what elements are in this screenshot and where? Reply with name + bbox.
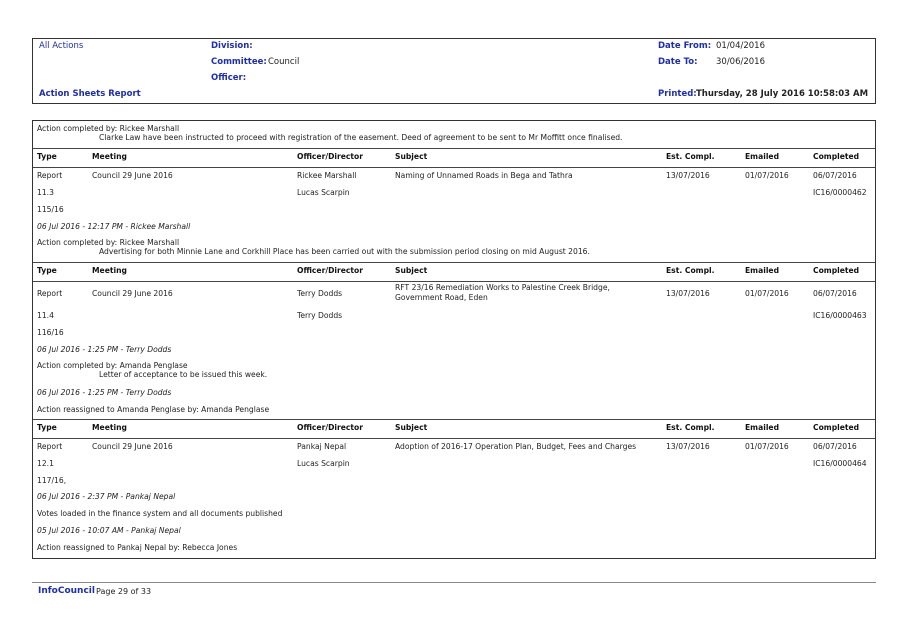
date-from-label: Date From: xyxy=(658,41,712,51)
note-timestamp: 06 Jul 2016 - 2:37 PM - Pankaj Nepal xyxy=(37,492,176,501)
item-reference: IC16/0000463 xyxy=(813,311,867,320)
committee-value: Council xyxy=(268,57,300,67)
printed-value: Thursday, 28 July 2016 10:58:03 AM xyxy=(696,89,869,99)
col-completed: Completed xyxy=(813,152,860,161)
item-meeting: Council 29 June 2016 xyxy=(92,171,173,180)
item-est-compl: 13/07/2016 xyxy=(666,171,710,180)
date-to-value: 30/06/2016 xyxy=(716,57,765,67)
printed-label: Printed: xyxy=(658,89,697,99)
note-timestamp: 06 Jul 2016 - 12:17 PM - Rickee Marshall xyxy=(37,222,191,231)
item-officer: Terry Dodds xyxy=(297,289,343,298)
item-officer: Rickee Marshall xyxy=(297,171,357,180)
col-emailed: Emailed xyxy=(745,423,780,432)
item-resolution: 117/16, xyxy=(37,476,67,485)
item-number: 12.1 xyxy=(37,459,54,468)
col-officer: Officer/Director xyxy=(297,266,363,275)
col-meeting: Meeting xyxy=(92,152,127,161)
item-subject: Naming of Unnamed Roads in Bega and Tathra xyxy=(395,171,573,180)
action-sheet-table xyxy=(32,120,876,559)
note-text: Action completed by: Amanda Penglase xyxy=(37,361,188,370)
col-meeting: Meeting xyxy=(92,423,127,432)
note-text: Action completed by: Rickee Marshall xyxy=(37,238,180,247)
col-type: Type xyxy=(37,266,57,275)
note-timestamp: 06 Jul 2016 - 1:25 PM - Terry Dodds xyxy=(37,388,172,397)
item-officer-secondary: Lucas Scarpin xyxy=(297,459,350,468)
committee-label: Committee: xyxy=(211,57,267,67)
division-label: Division: xyxy=(211,41,253,51)
col-subject: Subject xyxy=(395,423,428,432)
column-header-row xyxy=(33,148,875,168)
item-completed: 06/07/2016 xyxy=(813,289,857,298)
col-type: Type xyxy=(37,152,57,161)
item-type: Report xyxy=(37,442,63,451)
column-header-row xyxy=(33,262,875,282)
col-est-compl: Est. Compl. xyxy=(666,266,715,275)
item-est-compl: 13/07/2016 xyxy=(666,289,710,298)
footer-divider xyxy=(32,582,876,583)
note-text: Letter of acceptance to be issued this week. xyxy=(99,370,268,379)
col-completed: Completed xyxy=(813,266,860,275)
item-completed: 06/07/2016 xyxy=(813,442,857,451)
note-text: Votes loaded in the finance system and all documents published xyxy=(37,509,283,518)
footer-brand: InfoCouncil xyxy=(38,586,95,596)
note-timestamp: 06 Jul 2016 - 1:25 PM - Terry Dodds xyxy=(37,345,172,354)
footer-page-number: Page 29 of 33 xyxy=(96,587,152,596)
report-header xyxy=(32,38,876,104)
item-type: Report xyxy=(37,171,63,180)
report-title: Action Sheets Report xyxy=(39,89,141,99)
col-meeting: Meeting xyxy=(92,266,127,275)
item-emailed: 01/07/2016 xyxy=(745,442,789,451)
col-emailed: Emailed xyxy=(745,152,780,161)
col-officer: Officer/Director xyxy=(297,423,363,432)
top-note-completed-by: Action completed by: Rickee Marshall xyxy=(37,124,180,133)
note-text: Action reassigned to Pankaj Nepal by: Rebecca Jones xyxy=(37,543,238,552)
item-est-compl: 13/07/2016 xyxy=(666,442,710,451)
item-subject: Adoption of 2016-17 Operation Plan, Budget, Fees and Charges xyxy=(395,442,637,451)
item-officer-secondary: Terry Dodds xyxy=(297,311,343,320)
item-reference: IC16/0000464 xyxy=(813,459,867,468)
item-number: 11.3 xyxy=(37,188,54,197)
all-actions-label: All Actions xyxy=(39,41,84,51)
item-number: 11.4 xyxy=(37,311,54,320)
item-reference: IC16/0000462 xyxy=(813,188,867,197)
item-resolution: 116/16 xyxy=(37,328,64,337)
col-est-compl: Est. Compl. xyxy=(666,152,715,161)
column-header-row xyxy=(33,419,875,439)
item-meeting: Council 29 June 2016 xyxy=(92,442,173,451)
item-officer-secondary: Lucas Scarpin xyxy=(297,188,350,197)
item-meeting: Council 29 June 2016 xyxy=(92,289,173,298)
officer-label: Officer: xyxy=(211,73,247,83)
item-emailed: 01/07/2016 xyxy=(745,289,789,298)
col-est-compl: Est. Compl. xyxy=(666,423,715,432)
item-subject: RFT 23/16 Remediation Works to Palestine Creek Bridge, Government Road, Eden xyxy=(395,283,610,302)
item-completed: 06/07/2016 xyxy=(813,171,857,180)
col-subject: Subject xyxy=(395,266,428,275)
col-emailed: Emailed xyxy=(745,266,780,275)
top-note-text: Clarke Law have been instructed to proceed with registration of the easement. Deed of agreement to be sent to Mr Moffitt once finalised. xyxy=(99,133,623,142)
note-text: Action reassigned to Amanda Penglase by: Amanda Penglase xyxy=(37,405,270,414)
note-text: Advertising for both Minnie Lane and Corkhill Place has been carried out with the submission period closing on mid August 2016. xyxy=(99,247,590,256)
col-officer: Officer/Director xyxy=(297,152,363,161)
item-type: Report xyxy=(37,289,63,298)
note-timestamp: 05 Jul 2016 - 10:07 AM - Pankaj Nepal xyxy=(37,526,181,535)
item-emailed: 01/07/2016 xyxy=(745,171,789,180)
date-to-label: Date To: xyxy=(658,57,698,67)
col-subject: Subject xyxy=(395,152,428,161)
item-officer: Pankaj Nepal xyxy=(297,442,347,451)
col-type: Type xyxy=(37,423,57,432)
date-from-value: 01/04/2016 xyxy=(716,41,765,51)
col-completed: Completed xyxy=(813,423,860,432)
item-resolution: 115/16 xyxy=(37,205,64,214)
